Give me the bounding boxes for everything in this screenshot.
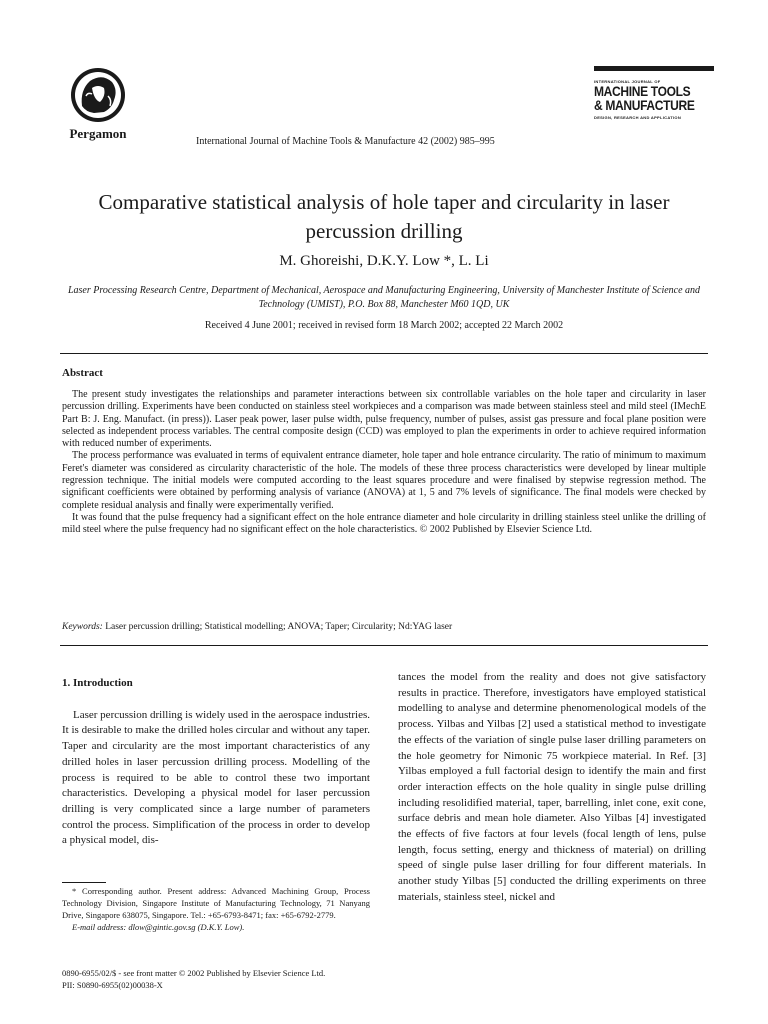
intro-right-column: [398, 670, 706, 906]
article-authors: M. Ghoreishi, D.K.Y. Low *, L. Li: [279, 253, 489, 269]
footnote-email: E-mail address: dlow@gintic.gov.sg (D.K.Y. Low).: [72, 922, 245, 932]
keywords-label: Keywords:: [62, 622, 103, 632]
journal-logo-sub: DESIGN, RESEARCH AND APPLICATION: [594, 115, 682, 120]
journal-logo-line2: & MANUFACTURE: [594, 97, 695, 113]
pii-line: PII: S0890-6955(02)00038-X: [62, 980, 163, 990]
abstract-heading: Abstract: [62, 367, 103, 379]
article-title: Comparative statistical analysis of hole taper and circularity in laser percussion drilling: [98, 190, 670, 243]
publisher-emblem-icon: [68, 66, 128, 124]
abstract-paragraph: It was found that the pulse frequency had a significant effect on the hole entrance diameter and hole circularity in drilling stainless steel unlike the drilling of mild steel where the pulse frequency had no significant effect on the hole characteristics. © 2002 Published by Elsevier Science Ltd.: [62, 511, 706, 536]
abstract-body: [62, 389, 706, 537]
intro-left-column: [62, 676, 370, 849]
journal-logo-line1: MACHINE TOOLS: [594, 83, 691, 99]
divider-bottom: [60, 645, 708, 646]
journal-logo-top: INTERNATIONAL JOURNAL OF: [594, 79, 661, 84]
footnote: [62, 885, 370, 933]
publisher-logo: [58, 66, 138, 142]
journal-logo-bar: [594, 66, 714, 71]
intro-paragraph-continued: tances the model from the reality and does not give satisfactory results in practice. Therefore, investigators have employed statistical modelling to analyse and determine phenomenological models of the process. Yilbas and Yilbas [2] used a statistical method to investigate the effects of the variation of single pulse laser drilling parameters on the hole geometry for Nimonic 75 workpiece material. In Ref. [3] Yilbas employed a full factorial design to identify the main and first order interaction effects on the hole quality in single pulse drilling including resolidified material, taper, barrelling, inlet cone, exit cone, surface debris and mean hole diameter. Also Yilbas [4] investigated the effects of five factors at four levels (focal length of lens, pulse length, focus setting, energy and thickness of material) on drilling speed of single pulse laser drilling for four different materials. In another study Yilbas [5] conducted the drilling experiments on three materials, stainless steel, nickel and: [398, 671, 706, 903]
footnote-corresponding: * Corresponding author. Present address: Advanced Machining Group, Process Technology Division, Singapore Institute of Manufacturing Technology, 71 Nanyang Drive, Singapore 638075, Singapore. Tel.: +65-6793-8471; fax: +65-6792-2779.: [62, 886, 370, 920]
keywords: [62, 622, 706, 632]
intro-paragraph: Laser percussion drilling is widely used in the aerospace industries. It is desirable to make the drilled holes circular and without any taper. Taper and circularity are the most important characteristics of any drilled holes in laser percussion drilling process. Modelling of the process is required to be able to control these two important characteristics. Developing a physical model for laser percussion drilling is very complicated since a large number of parameters control the process. Simplification of the process in order to develop a physical model, dis-: [62, 708, 370, 847]
abstract-paragraph: The present study investigates the relationships and parameter interactions between six controllable variables on the hole taper and circularity in laser percussion drilling. Experiments have been conducted on stainless steel workpieces and a comparison was made between stainless steel and mild steel (IMechE Part B: J. Eng. Manufact. (in press)). Laser peak power, laser pulse width, pulse frequency, number of pulses, assist gas pressure and focal plane position were selected as independent process variables. The central composite design (CCD) was employed to plan the experiments in order to achieve required information with reduced number of experiments.: [62, 389, 706, 450]
article-affiliation: Laser Processing Research Centre, Department of Mechanical, Aerospace and Manufacturing Engineering, University of Manchester Institute of Science and Technology (UMIST), P.O. Box 88, Manchester M60 1QD, UK: [67, 285, 701, 310]
intro-heading: 1. Introduction: [62, 677, 133, 689]
footnote-rule: [62, 882, 106, 883]
journal-logo: [594, 66, 714, 120]
publisher-name: Pergamon: [69, 126, 127, 141]
article-dates: Received 4 June 2001; received in revised form 18 March 2002; accepted 22 March 2002: [204, 320, 564, 331]
copyright-block: [62, 967, 325, 991]
keywords-text: Laser percussion drilling; Statistical modelling; ANOVA; Taper; Circularity; Nd:YAG laser: [105, 622, 453, 632]
abstract-paragraph: The process performance was evaluated in terms of equivalent entrance diameter, hole taper and hole entrance circularity. The ratio of minimum to maximum Feret's diameter was considered as circularity characteristic of the hole. The models of these three process characteristics were developed by linear multiple regression technique. The initial models were computed according to the least squares procedure and were finalised by stepwise regression method. The significant coefficients were obtained by performing analysis of variance (ANOVA) at 1, 5 and 7% levels of significance. The final models were checked by complete residual analysis and finally were experimentally verified.: [62, 450, 706, 511]
copyright-line: 0890-6955/02/$ - see front matter © 2002 Published by Elsevier Science Ltd.: [62, 968, 326, 978]
journal-citation: International Journal of Machine Tools & Manufacture 42 (2002) 985–995: [196, 136, 495, 147]
divider-top: [60, 353, 708, 354]
